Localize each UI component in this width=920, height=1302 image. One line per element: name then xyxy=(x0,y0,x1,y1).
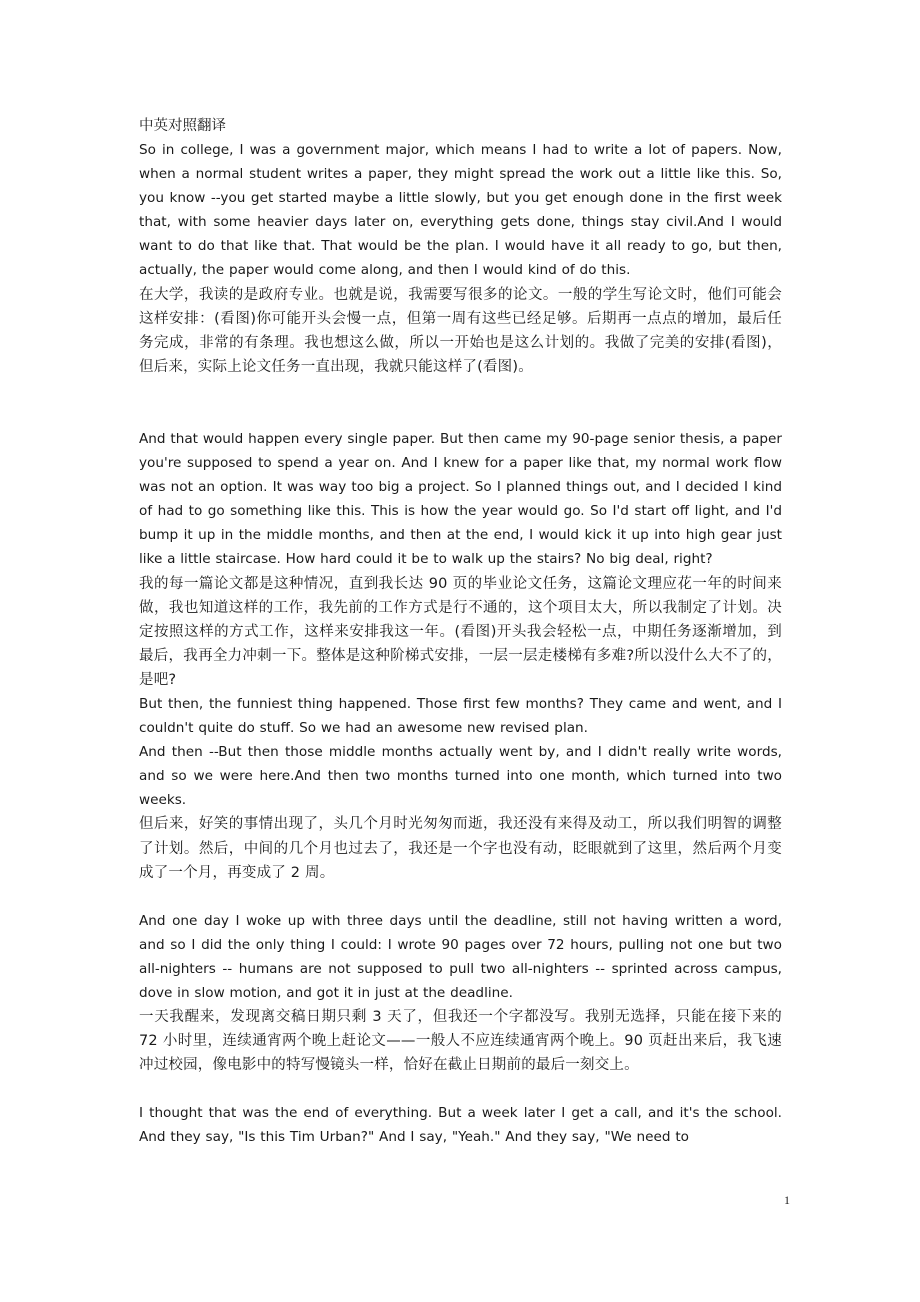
paragraph-5-english: I thought that was the end of everything. But a week later I get a call, and it's the school. And they say, "Is this Tim Urban?" And I say, "Yeah." And they say, "We need to xyxy=(139,1105,782,1146)
paragraph-4-chinese: 一天我醒来，发现离交稿日期只剩 3 天了，但我还一个字都没写。我别无选择，只能在接下来的 72 小时里，连续通宵两个晚上赶论文——一般人不应连续通宵两个晚上。90 页赶出来后，我飞速冲过校园，像电影中的特写慢镜头一样，恰好在截止日期前的最后一刻交上。 xyxy=(139,1009,782,1074)
paragraph-spacer xyxy=(139,885,782,909)
document-body xyxy=(139,114,782,1150)
paragraph-3-english-a: But then, the funniest thing happened. Those first few months? They came and went, and I couldn't quite do stuff. So we had an awesome new revised plan. xyxy=(139,695,782,737)
paragraph-spacer xyxy=(139,379,782,427)
paragraph-2-english: And that would happen every single paper. But then came my 90-page senior thesis, a paper you're supposed to spend a year on. And I knew for a paper like that, my normal work flow was not an option. It was way too big a project. So I planned things out, and I decided I kind of had to go something like this. This is how the year would go. So I'd start off light, and I'd bump it up in the middle months, and then at the end, I would kick it up into high gear just like a little staircase. How hard could it be to walk up the stairs? No big deal, right? xyxy=(139,430,782,568)
paragraph-1-english: So in college, I was a government major, which means I had to write a lot of papers. Now, when a normal student writes a paper, they might spread the work out a little like this. So, you know --you get started maybe a little slowly, but you get enough done in the first week that, with some heavier days later on, everything gets done, things stay civil.And I would want to do that like that. That would be the plan. I would have it all ready to go, but then, actually, the paper would come along, and then I would kind of do this. xyxy=(139,142,782,279)
paragraph-1-chinese: 在大学，我读的是政府专业。也就是说，我需要写很多的论文。一般的学生写论文时，他们可能会这样安排：(看图)你可能开头会慢一点，但第一周有这些已经足够。后期再一点点的增加，最后任务完成，非常的有条理。我也想这么做，所以一开始也是这么计划的。我做了完美的安排(看图)，但后来，实际上论文任务一直出现，我就只能这样了(看图)。 xyxy=(139,286,782,375)
paragraph-4-english: And one day I woke up with three days until the deadline, still not having written a word, and so I did the only thing I could: I wrote 90 pages over 72 hours, pulling not one but two all-nighters -- humans are not supposed to pull two all-nighters -- sprinted across campus, dove in slow motion, and got it in just at the deadline. xyxy=(139,912,782,1001)
document-heading: 中英对照翻译 xyxy=(139,118,226,134)
paragraph-3-english-b: And then --But then those middle months actually went by, and I didn't really write words, and so we were here.And then two months turned into one month, which turned into two weeks. xyxy=(139,744,782,809)
paragraph-spacer xyxy=(139,1077,782,1101)
paragraph-3-chinese: 但后来，好笑的事情出现了，头几个月时光匆匆而逝，我还没有来得及动工，所以我们明智的调整了计划。然后，中间的几个月也过去了，我还是一个字也没有动，眨眼就到了这里，然后两个月变成了一个月，再变成了 2 周。 xyxy=(139,816,782,881)
page-number: 1 xyxy=(784,1193,790,1207)
paragraph-2-chinese: 我的每一篇论文都是这种情况，直到我长达 90 页的毕业论文任务，这篇论文理应花一年的时间来做，我也知道这样的工作，我先前的工作方式是行不通的，这个项目太大，所以我制定了计划。决定按照这样的方式工作，这样来安排我这一年。(看图)开头我会轻松一点，中期任务逐渐增加，到最后，我再全力冲刺一下。整体是这种阶梯式安排，一层一层走楼梯有多难?所以没什么大不了的，是吧? xyxy=(139,575,782,688)
